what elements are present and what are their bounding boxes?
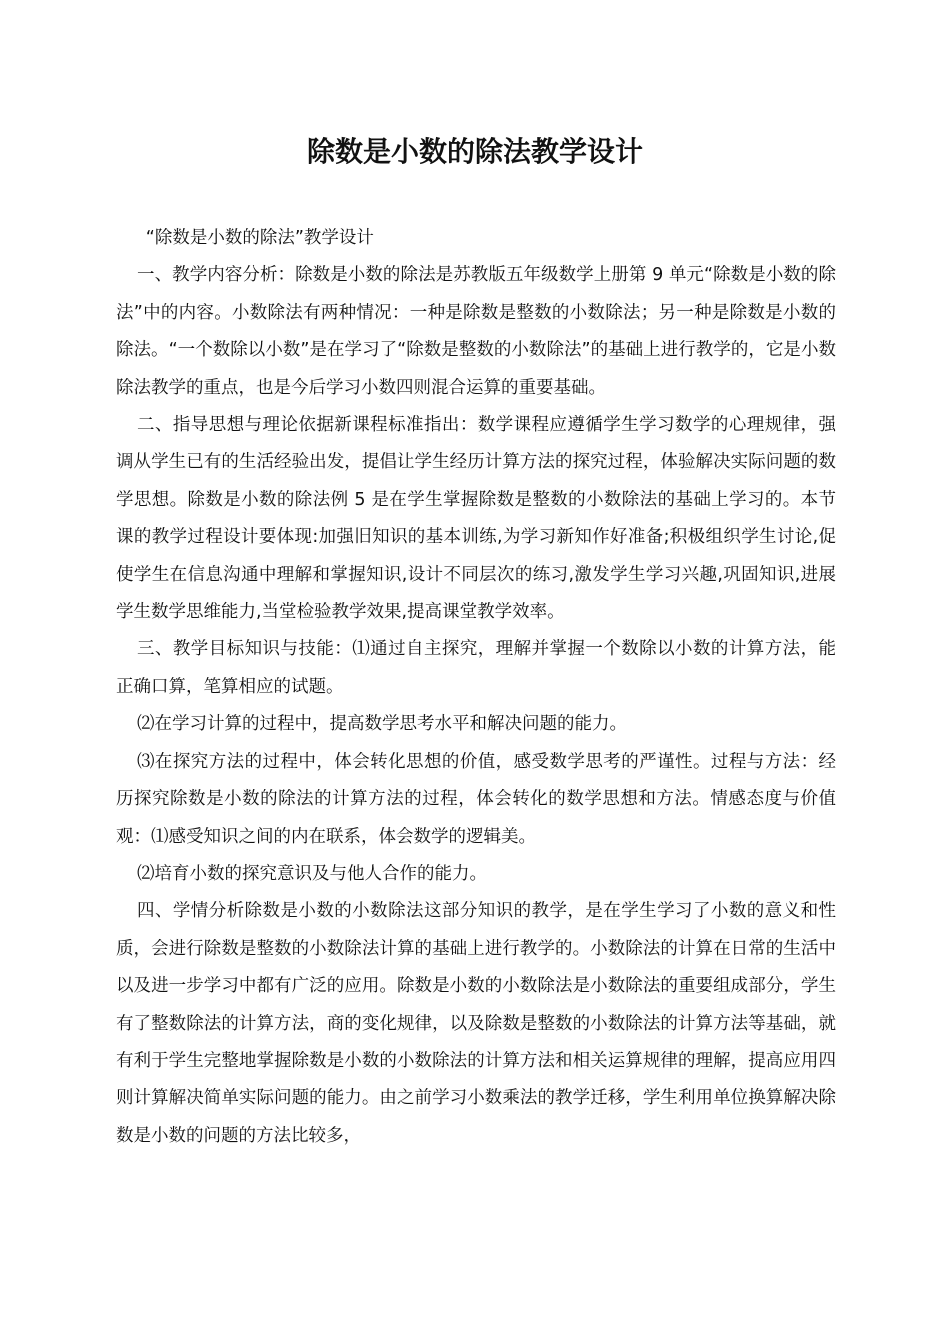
paragraph-attitude-2: ⑵培育小数的探究意识及与他人合作的能力。: [137, 863, 487, 884]
paragraph-content-analysis: 一、教学内容分析：除数是小数的除法是苏教版五年级数学上册第 9 单元“除数是小数的除法”中的内容。小数除法有两种情况：一种是除数是整数的小数除法；另一种是除数是小数的除法。“一个数除以小数”是在学习了“除数是整数的小数除法”的基础上进行教学的，它是小数除法教学的重点，也是今后学习小数四则混合运算的重要基础。: [116, 265, 836, 398]
paragraph-goal-2: ⑵在学习计算的过程中，提高数学思考水平和解决问题的能力。: [137, 714, 627, 735]
paragraph-learner-analysis: 四、学情分析除数是小数的小数除法这部分知识的教学，是在学生学习了小数的意义和性质，会进行除数是整数的小数除法计算的基础上进行教学的。小数除法的计算在日常的生活中以及进一步学习中都有广泛的应用。除数是小数的小数除法是小数除法的重要组成部分，学生有了整数除法的计算方法，商的变化规律，以及除数是整数的小数除法的计算方法等基础，就有利于学生完整地掌握除数是小数的小数除法的计算方法和相关运算规律的理解，提高应用四则计算解决简单实际问题的能力。由之前学习小数乘法的教学迁移，学生利用单位换算解决除数是小数的问题的方法比较多，: [116, 901, 836, 1146]
paragraph-teaching-goals: 三、教学目标知识与技能：⑴通过自主探究，理解并掌握一个数除以小数的计算方法，能正确口算，笔算相应的试题。: [116, 639, 836, 697]
document-subtitle: “除数是小数的除法”教学设计: [145, 228, 374, 248]
paragraph-guiding-theory: 二、指导思想与理论依据新课程标准指出：数学课程应遵循学生学习数学的心理规律，强调从学生已有的生活经验出发，提倡让学生经历计算方法的探究过程，体验解决实际问题的数学思想。除数是小数的除法例 5 是在学生掌握除数是整数的小数除法的基础上学习的。本节课的教学过程设计要体现:加强旧知识的基本训练,为学习新知作好准备;积极组织学生讨论,促使学生在信息沟通中理解和掌握知识,设计不同层次的练习,激发学生学习兴趣,巩固知识,进展学生数学思维能力,当堂检验教学效果,提高课堂教学效率。: [116, 415, 836, 623]
document-title: 除数是小数的除法教学设计: [306, 135, 643, 168]
document-body: [116, 220, 836, 1155]
paragraph-goal-3: ⑶在探究方法的过程中，体会转化思想的价值，感受数学思考的严谨性。过程与方法：经历探究除数是小数的除法的计算方法的过程，体会转化的数学思想和方法。情感态度与价值观：⑴感受知识之间的内在联系，体会数学的逻辑美。: [116, 751, 836, 847]
